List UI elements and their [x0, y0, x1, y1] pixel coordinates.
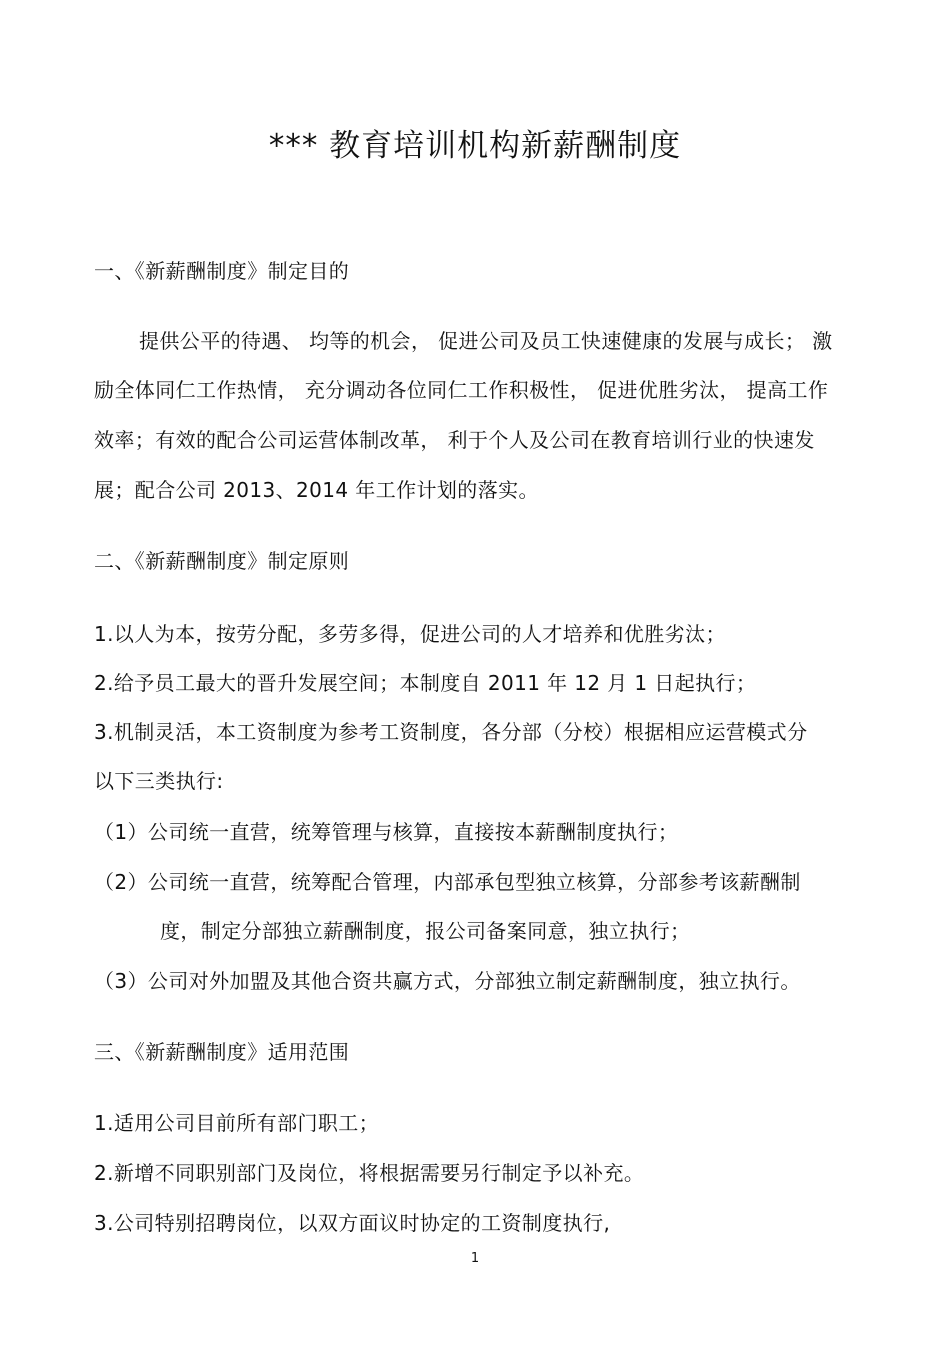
- paragraph-line: 效率；有效的配合公司运营体制改革， 利于个人及公司在教育培训行业的快速发: [94, 428, 815, 452]
- list-item: 2.给予员工最大的晋升发展空间；本制度自 2011 年 12 月 1 日起执行；: [94, 671, 757, 695]
- paragraph-line: 提供公平的待遇、 均等的机会， 促进公司及员工快速健康的发展与成长； 激: [139, 329, 833, 353]
- list-item: 3.机制灵活，本工资制度为参考工资制度，各分部（分校）根据相应运营模式分: [94, 720, 808, 744]
- paragraph-line: 展；配合公司 2013、2014 年工作计划的落实。: [94, 478, 539, 502]
- list-item-continuation: 以下三类执行:: [94, 769, 224, 793]
- document-title: *** 教育培训机构新薪酬制度: [268, 128, 682, 164]
- list-item: 2.新增不同职别部门及岗位，将根据需要另行制定予以补充。: [94, 1161, 645, 1185]
- page-number: 1: [470, 1251, 480, 1266]
- list-item: 1.以人为本，按劳分配，多劳多得，促进公司的人才培养和优胜劣汰；: [94, 622, 726, 646]
- sub-list-item: （2）公司统一直营，统筹配合管理，内部承包型独立核算，分部参考该薪酬制: [94, 870, 801, 894]
- section-heading-scope: 三、《新薪酬制度》适用范围: [94, 1040, 350, 1064]
- paragraph-line: 励全体同仁工作热情， 充分调动各位同仁工作积极性， 促进优胜劣汰， 提高工作: [94, 378, 829, 402]
- section-heading-principles: 二、《新薪酬制度》制定原则: [94, 549, 350, 573]
- sub-list-item-continuation: 度，制定分部独立薪酬制度，报公司备案同意，独立执行；: [160, 919, 691, 943]
- sub-list-item: （1）公司统一直营，统筹管理与核算，直接按本薪酬制度执行；: [94, 820, 679, 844]
- list-item: 1.适用公司目前所有部门职工；: [94, 1111, 380, 1135]
- list-item: 3.公司特别招聘岗位，以双方面议时协定的工资制度执行,: [94, 1211, 611, 1235]
- section-heading-purpose: 一、《新薪酬制度》制定目的: [94, 259, 350, 283]
- sub-list-item: （3）公司对外加盟及其他合资共赢方式，分部独立制定薪酬制度，独立执行。: [94, 969, 801, 993]
